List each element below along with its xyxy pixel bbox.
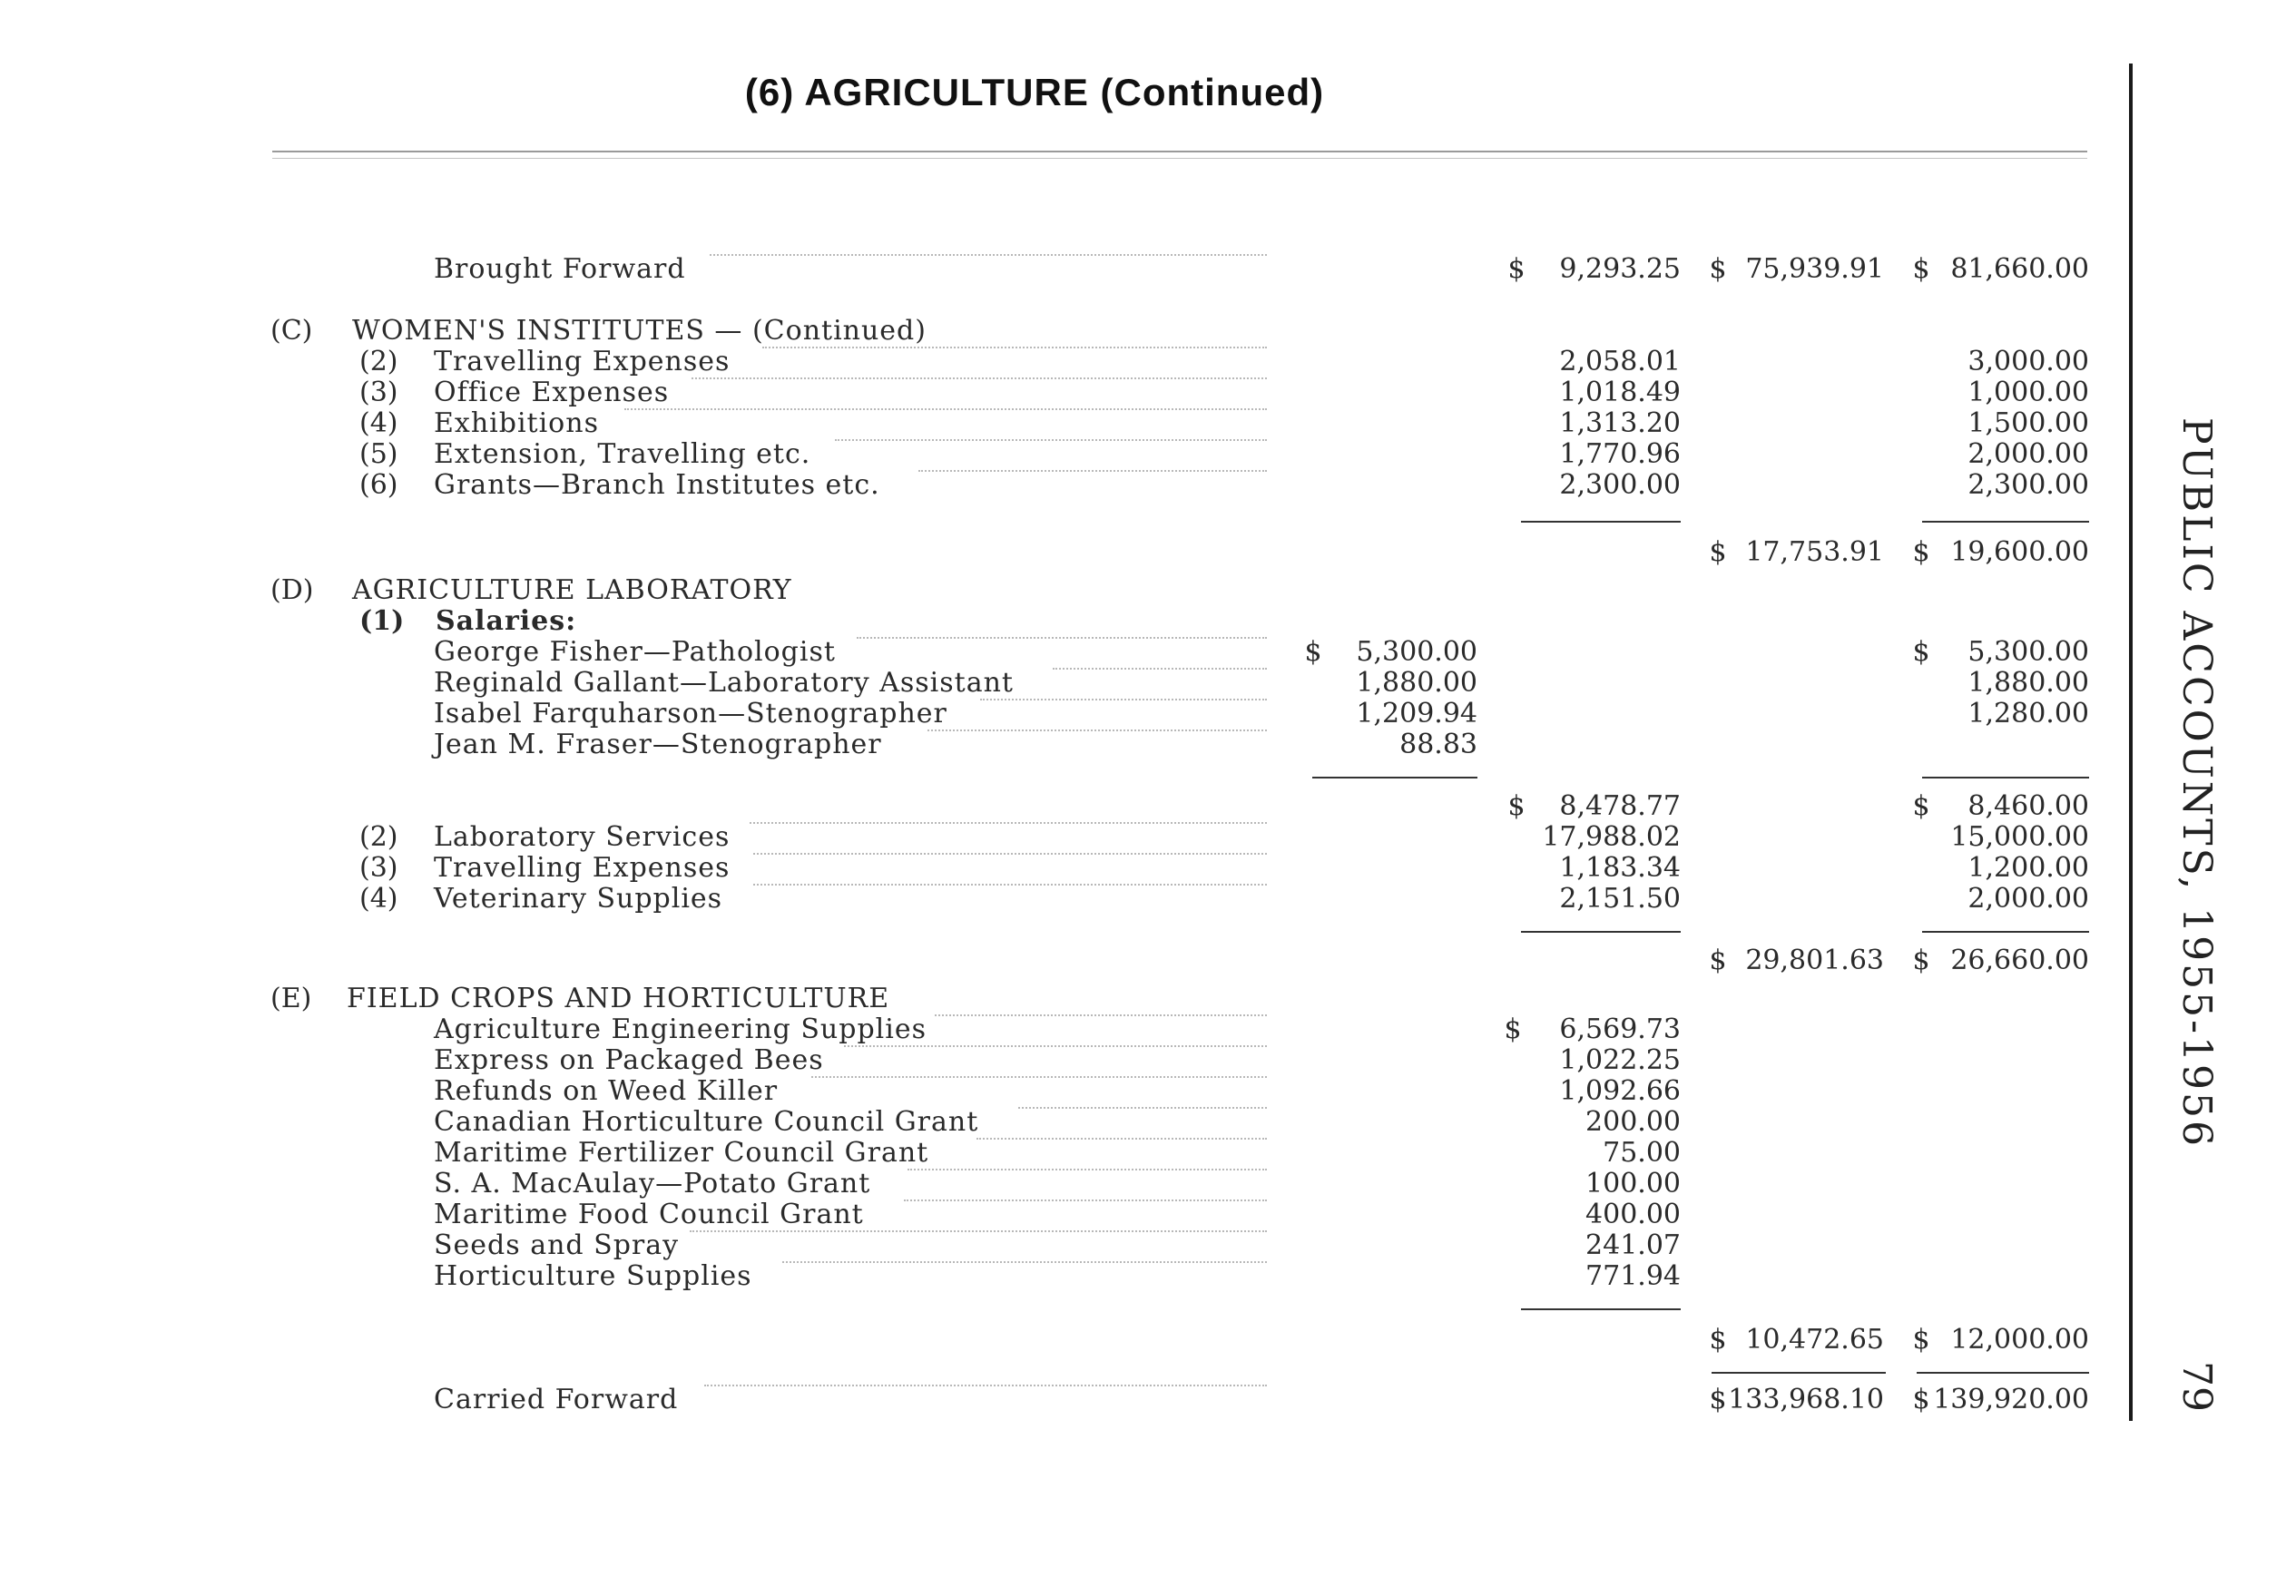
- salary-row: [0, 637, 2124, 668]
- running-title-text: PUBLIC ACCOUNTS, 1955-1956: [2173, 417, 2220, 1149]
- dot-leader: [750, 822, 1267, 824]
- page-number: [2160, 1361, 2232, 1434]
- line-item-row: [0, 1138, 2124, 1169]
- row-label: George Fisher—Pathologist: [434, 636, 836, 668]
- salary-row: [0, 699, 2124, 729]
- dot-leader: [710, 254, 1267, 256]
- item-number: (6): [359, 469, 398, 501]
- dot-leader: [1053, 668, 1267, 670]
- amount-col2: 1,313.20: [1559, 407, 1681, 439]
- subtotal-rule: [1922, 777, 2089, 778]
- dot-leader: [692, 377, 1267, 379]
- amount-col4: 1,280.00: [1967, 698, 2089, 729]
- amount-col4: 3,000.00: [1967, 346, 2089, 377]
- section-c-heading: [0, 316, 2124, 347]
- margin-rule: [2129, 64, 2133, 1421]
- amount-col1: 88.83: [1399, 729, 1477, 760]
- amount-col2: 2,300.00: [1559, 469, 1681, 501]
- line-item-row: [0, 377, 2124, 408]
- amount-col2: 771.94: [1585, 1260, 1681, 1292]
- salary-row: [0, 668, 2124, 699]
- salary-row: [0, 729, 2124, 760]
- amount-col2: 400.00: [1585, 1199, 1681, 1230]
- currency-sign: $: [1912, 1384, 1930, 1415]
- section-title: FIELD CROPS AND HORTICULTURE: [347, 983, 890, 1014]
- row-label: Agriculture Engineering Supplies: [434, 1013, 927, 1045]
- row-label: Carried Forward: [434, 1384, 679, 1415]
- salaries-total-row: [0, 791, 2124, 822]
- dot-leader: [935, 1014, 1267, 1016]
- amount-col3: 10,472.65: [1745, 1324, 1884, 1356]
- running-title: [2160, 417, 2232, 1234]
- line-item-row: [0, 408, 2124, 439]
- subtotal-rule: [1521, 931, 1681, 933]
- item-number: (2): [359, 821, 398, 853]
- amount-col4: 1,000.00: [1967, 377, 2089, 408]
- amount-col4: 1,880.00: [1967, 667, 2089, 699]
- total-rule: [1917, 1372, 2089, 1374]
- item-number: (1): [359, 605, 405, 637]
- section-title: WOMEN'S INSTITUTES — (Continued): [352, 315, 927, 347]
- line-item-row: [0, 1045, 2124, 1076]
- row-label: Horticulture Supplies: [434, 1260, 752, 1292]
- amount-col4: 81,660.00: [1950, 253, 2089, 285]
- amount-col2: 1,770.96: [1559, 438, 1681, 470]
- line-item-row: [0, 1199, 2124, 1230]
- row-label: Express on Packaged Bees: [434, 1044, 824, 1076]
- amount-col3: 133,968.10: [1728, 1384, 1884, 1415]
- amount-col1: 5,300.00: [1356, 636, 1477, 668]
- item-number: (2): [359, 346, 398, 377]
- dot-leader: [811, 1076, 1267, 1078]
- dot-leader: [782, 1261, 1267, 1263]
- row-label: Jean M. Fraser—Stenographer: [434, 729, 882, 760]
- salaries-heading: [0, 606, 2124, 637]
- amount-col4: 139,920.00: [1933, 1384, 2089, 1415]
- dot-leader: [844, 1045, 1267, 1047]
- dot-leader: [918, 470, 1267, 472]
- row-label: Laboratory Services: [434, 821, 731, 853]
- subtotal-rule: [1521, 1308, 1681, 1310]
- amount-col2: 2,151.50: [1559, 883, 1681, 915]
- amount-col4: 5,300.00: [1967, 636, 2089, 668]
- section-d-heading: [0, 575, 2124, 606]
- amount-col4: 15,000.00: [1950, 821, 2089, 853]
- currency-sign: $: [1912, 945, 1930, 976]
- line-item-row: [0, 1076, 2124, 1107]
- line-item-row: [0, 1230, 2124, 1261]
- amount-col2: 2,058.01: [1559, 346, 1681, 377]
- dot-leader: [927, 729, 1267, 731]
- section-c-total-row: [0, 537, 2124, 568]
- currency-sign: $: [1912, 636, 1930, 668]
- row-label: Travelling Expenses: [434, 852, 731, 884]
- section-title: AGRICULTURE LABORATORY: [352, 574, 792, 606]
- dot-leader: [976, 1138, 1267, 1140]
- amount-col1: 1,880.00: [1356, 667, 1477, 699]
- row-label: Office Expenses: [434, 377, 670, 408]
- line-item-row: [0, 853, 2124, 884]
- row-label: Reginald Gallant—Laboratory Assistant: [434, 667, 1014, 699]
- currency-sign: $: [1912, 1324, 1930, 1356]
- currency-sign: $: [1912, 253, 1930, 285]
- dot-leader: [704, 1385, 1267, 1386]
- amount-col2: 1,092.66: [1559, 1075, 1681, 1107]
- amount-col4: 1,500.00: [1967, 407, 2089, 439]
- heading-rule-secondary: [272, 158, 2087, 159]
- amount-col2: 8,478.77: [1559, 790, 1681, 822]
- row-label: Veterinary Supplies: [434, 883, 723, 915]
- amount-col4: 26,660.00: [1950, 945, 2089, 976]
- dot-leader: [1018, 1107, 1267, 1109]
- item-number: (4): [359, 407, 398, 439]
- currency-sign: $: [1507, 253, 1526, 285]
- amount-col3: 75,939.91: [1745, 253, 1884, 285]
- subsection-title: Salaries:: [436, 605, 577, 637]
- section-letter: (E): [270, 983, 312, 1014]
- amount-col2: 100.00: [1585, 1168, 1681, 1199]
- amount-col2: 1,022.25: [1559, 1044, 1681, 1076]
- amount-col4: 2,300.00: [1967, 469, 2089, 501]
- section-letter: (D): [270, 574, 314, 606]
- total-rule: [1712, 1372, 1886, 1374]
- row-label: Brought Forward: [434, 253, 686, 285]
- amount-col3: 17,753.91: [1745, 536, 1884, 568]
- heading-rule: [272, 151, 2087, 152]
- section-letter: (C): [270, 315, 313, 347]
- dot-leader: [753, 853, 1267, 855]
- item-number: (4): [359, 883, 398, 915]
- amount-col4: 19,600.00: [1950, 536, 2089, 568]
- line-item-row: [0, 822, 2124, 853]
- amount-col4: 2,000.00: [1967, 438, 2089, 470]
- row-label: Canadian Horticulture Council Grant: [434, 1106, 979, 1138]
- line-item-row: [0, 1261, 2124, 1292]
- row-label: S. A. MacAulay—Potato Grant: [434, 1168, 871, 1199]
- amount-col2: 200.00: [1585, 1106, 1681, 1138]
- row-label: Maritime Fertilizer Council Grant: [434, 1137, 929, 1169]
- item-number: (3): [359, 377, 398, 408]
- currency-sign: $: [1709, 945, 1727, 976]
- dot-leader: [857, 637, 1267, 639]
- amount-col2: 1,183.34: [1559, 852, 1681, 884]
- row-label: Refunds on Weed Killer: [434, 1075, 779, 1107]
- currency-sign: $: [1709, 536, 1727, 568]
- line-item-row: [0, 347, 2124, 377]
- line-item-row: [0, 1107, 2124, 1138]
- amount-col1: 1,209.94: [1356, 698, 1477, 729]
- amount-col2: 9,293.25: [1559, 253, 1681, 285]
- amount-col4: 1,200.00: [1967, 852, 2089, 884]
- subtotal-rule: [1521, 521, 1681, 523]
- row-label: Extension, Travelling etc.: [434, 438, 811, 470]
- line-item-row: [0, 470, 2124, 501]
- amount-col4: 8,460.00: [1967, 790, 2089, 822]
- subtotal-rule: [1922, 521, 2089, 523]
- dot-leader: [904, 1199, 1267, 1201]
- row-label: Seeds and Spray: [434, 1229, 680, 1261]
- amount-col2: 75.00: [1603, 1137, 1681, 1169]
- currency-sign: $: [1304, 636, 1322, 668]
- amount-col4: 12,000.00: [1950, 1324, 2089, 1356]
- row-label: Grants—Branch Institutes etc.: [434, 469, 880, 501]
- amount-col2: 17,988.02: [1542, 821, 1681, 853]
- currency-sign: $: [1507, 790, 1526, 822]
- dot-leader: [624, 408, 1267, 410]
- currency-sign: $: [1912, 790, 1930, 822]
- brought-forward-row: [0, 254, 2124, 285]
- line-item-row: [0, 1014, 2124, 1045]
- row-label: Maritime Food Council Grant: [434, 1199, 864, 1230]
- currency-sign: $: [1912, 536, 1930, 568]
- page-heading: (6) AGRICULTURE (Continued): [744, 71, 1325, 113]
- line-item-row: [0, 1169, 2124, 1199]
- line-item-row: [0, 884, 2124, 915]
- currency-sign: $: [1504, 1013, 1522, 1045]
- amount-col2: 6,569.73: [1559, 1013, 1681, 1045]
- dot-leader: [835, 439, 1267, 441]
- page-number-text: 79: [2173, 1361, 2220, 1412]
- amount-col4: 2,000.00: [1967, 883, 2089, 915]
- amount-col2: 241.07: [1585, 1229, 1681, 1261]
- amount-col3: 29,801.63: [1745, 945, 1884, 976]
- subtotal-rule: [1312, 777, 1477, 778]
- currency-sign: $: [1709, 1384, 1727, 1415]
- line-item-row: [0, 439, 2124, 470]
- carried-forward-row: [0, 1385, 2124, 1415]
- subtotal-rule: [1922, 931, 2089, 933]
- dot-leader: [762, 347, 1267, 348]
- section-d-total-row: [0, 945, 2124, 976]
- item-number: (5): [359, 438, 398, 470]
- amount-col2: 1,018.49: [1559, 377, 1681, 408]
- row-label: Travelling Expenses: [434, 346, 731, 377]
- dot-leader: [908, 1169, 1267, 1170]
- dot-leader: [690, 1230, 1267, 1232]
- dot-leader: [753, 884, 1267, 886]
- row-label: Isabel Farquharson—Stenographer: [434, 698, 947, 729]
- dot-leader: [980, 699, 1267, 700]
- section-e-heading: [0, 984, 2124, 1014]
- item-number: (3): [359, 852, 398, 884]
- currency-sign: $: [1709, 1324, 1727, 1356]
- section-e-total-row: [0, 1325, 2124, 1356]
- currency-sign: $: [1709, 253, 1727, 285]
- row-label: Exhibitions: [434, 407, 599, 439]
